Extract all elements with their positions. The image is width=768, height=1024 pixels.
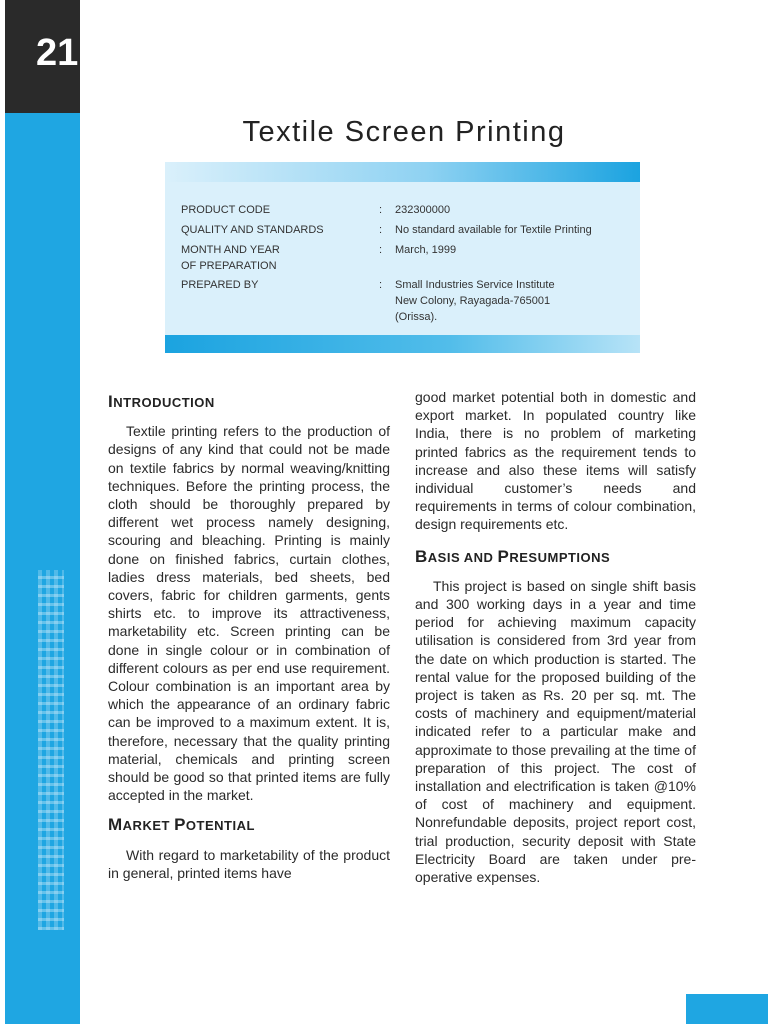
page-title: Textile Screen Printing (242, 116, 566, 148)
market-paragraph-part1: With regard to marketability of the product in general, printed items have (108, 846, 390, 881)
info-value: March, 1999 (395, 244, 457, 256)
info-label: QUALITY AND STANDARDS (181, 224, 324, 236)
chapter-number: 21 (36, 32, 79, 74)
info-colon: : (379, 204, 383, 216)
side-decorative-pattern (38, 570, 64, 930)
section-heading-market-potential: MARKET POTENTIAL (108, 815, 255, 835)
right-column (415, 388, 696, 886)
info-colon: : (379, 244, 383, 256)
info-value: Small Industries Service Institute (395, 279, 555, 291)
section-heading-basis: BASIS AND PRESUMPTIONS (415, 546, 611, 566)
market-paragraph-part2: good market potential both in domestic and export market. In populated country like India, there is no problem of marketing printed fabrics as the requirement tends to increase and also these items will satisfy individual customer’s needs and requirements in terms of colour combination, design requirements etc. (415, 389, 696, 533)
introduction-paragraph: Textile printing refers to the production of designs of any kind that could not be made on textile fabrics by normal weaving/knitting techniques. Before the printing process, the cloth should be thoroughly prepared by different wet process namely designing, scouring and bleaching. Printing is mainly done on finished fabrics, curtain clothes, ladies dress materials, bed sheets, bed covers, fabric for children garments, gents shirts etc. to improve its attractiveness, marketability etc. Screen printing can be done in single colour or in combination of different colours as per end use requirement. Colour combination is an important area by which the appearance of an ordinary fabric can be improved to a maximum extent. It is, therefore, necessary that the quality printing material, chemicals and printing screen should be good so that printed items are fully accepted in the market. (108, 423, 390, 804)
info-label: OF PREPARATION (181, 260, 277, 272)
info-panel-top-strip (165, 162, 640, 182)
left-column (108, 393, 390, 882)
chapter-box (5, 0, 80, 113)
info-value: (Orissa). (395, 311, 438, 323)
side-color-bar (5, 0, 80, 1024)
info-colon: : (379, 279, 383, 291)
info-value: 232300000 (395, 204, 451, 216)
info-label: MONTH AND YEAR (181, 244, 280, 256)
info-value: New Colony, Rayagada-765001 (395, 295, 551, 307)
section-heading-introduction: INTRODUCTION (108, 392, 215, 411)
info-label: PREPARED BY (181, 279, 259, 291)
info-panel-bottom-strip (165, 335, 640, 353)
basis-paragraph: This project is based on single shift basis and 300 working days in a year and time period for achieving maximum capacity utilisation is considered from 3rd year from the date on which production is started. The rental value for the proposed building of the project is taken as Rs. 20 per sq. mt. The costs of machinery and equipment/material indicated refer to a particular make and approximate to those prevailing at the time of preparation of this project. The cost of installation and electrification is taken @10% of cost of machinery and equipment. Nonrefundable deposits, project report cost, trial production, security deposit with State Electricity Board are taken under pre-operative expenses. (415, 577, 696, 886)
info-panel (165, 162, 640, 353)
info-value: No standard available for Textile Printing (395, 224, 592, 236)
corner-accent-box (686, 994, 768, 1024)
info-colon: : (379, 224, 383, 236)
info-label: PRODUCT CODE (181, 204, 271, 216)
